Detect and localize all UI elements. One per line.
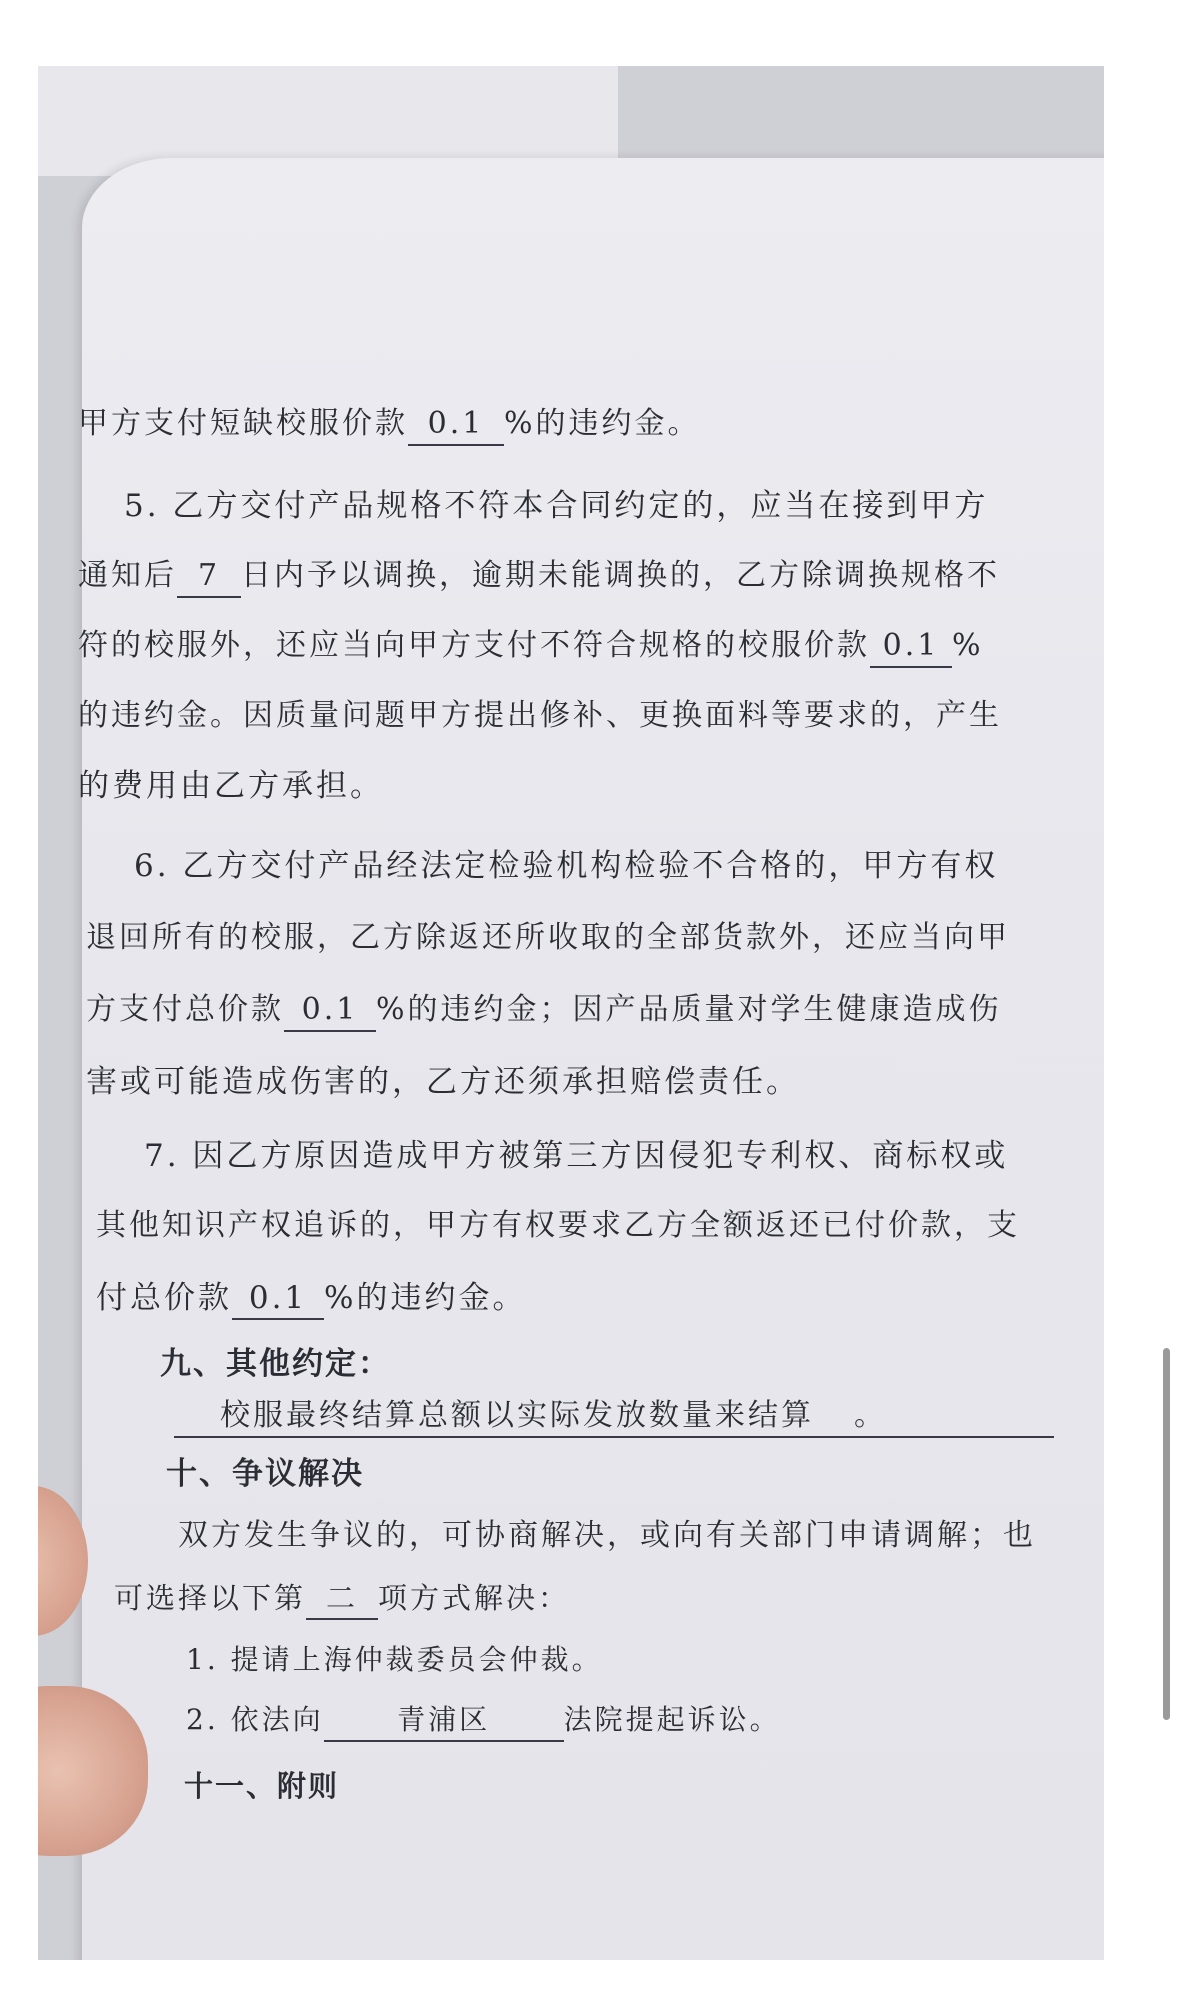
fill-in-blank: 0.1 (232, 1278, 324, 1320)
thumb (38, 1486, 88, 1636)
text-line: 其他知识产权追诉的，甲方有权要求乙方全额返还已付价款，支 (96, 1208, 1020, 1243)
fill-in-text: 校服最终结算总额以实际发放数量来结算 (220, 1398, 814, 1433)
section-11-heading: 十一、附则 (184, 1769, 340, 1803)
option-1: 1. 提请上海仲裁委员会仲裁。 (186, 1643, 603, 1676)
text-line: 双方发生争议的，可协商解决，或向有关部门申请调解；也 (178, 1518, 1036, 1553)
text-line: 害或可能造成伤害的，乙方还须承担赔偿责任。 (86, 1064, 800, 1100)
fill-in-blank: 二 (306, 1578, 378, 1620)
section-9-heading: 九、其他约定： (160, 1346, 391, 1382)
text-line: 可选择以下第 二 项方式解决： (114, 1578, 570, 1620)
fill-in-blank: 7 (177, 556, 241, 598)
fill-in-blank: 0.1 (870, 626, 952, 668)
section-10-heading: 十、争议解决 (166, 1456, 364, 1492)
text-line: 通知后 7 日内予以调换，逾期未能调换的，乙方除调换规格不 (78, 556, 1000, 598)
fill-in-blank: 0.1 (408, 404, 504, 446)
text-line: 方支付总价款 0.1 %的违约金；因产品质量对学生健康造成伤 (86, 990, 1002, 1032)
scrollbar[interactable] (1163, 1348, 1170, 1720)
option-2: 2. 依法向 青浦区 法院提起诉讼。 (186, 1700, 781, 1742)
underline (174, 1436, 1054, 1438)
text-line: 付总价款 0.1 %的违约金。 (96, 1278, 526, 1320)
text-line: 符的校服外，还应当向甲方支付不符合规格的校服价款 0.1 % (78, 626, 984, 668)
fill-in-blank: 0.1 (284, 990, 376, 1032)
fill-in-blank: 青浦区 (324, 1700, 564, 1742)
text-line: 退回所有的校服，乙方除返还所收取的全部货款外，还应当向甲 (86, 920, 1010, 955)
clause-5: 5. 乙方交付产品规格不符本合同约定的，应当在接到甲方 (124, 488, 989, 524)
clause-7: 7. 因乙方原因造成甲方被第三方因侵犯专利权、商标权或 (144, 1138, 1009, 1174)
other-agreement-line: 校服最终结算总额以实际发放数量来结算 。 (168, 1396, 887, 1436)
document-photo (38, 66, 1104, 1960)
text-line: 的费用由乙方承担。 (78, 768, 384, 804)
text-line: 甲方支付短缺校服价款 0.1 %的违约金。 (78, 404, 701, 446)
clause-6: 6. 乙方交付产品经法定检验机构检验不合格的，甲方有权 (134, 848, 999, 884)
text-line: 的违约金。因质量问题甲方提出修补、更换面料等要求的，产生 (78, 698, 1002, 733)
